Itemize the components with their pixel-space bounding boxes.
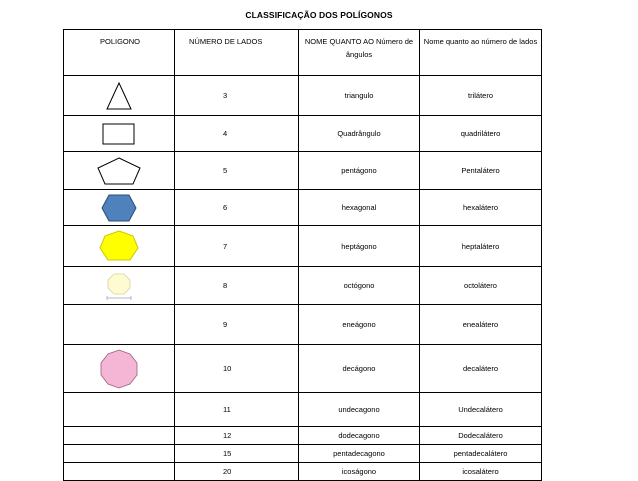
side-name-cell: hexalátero — [420, 190, 542, 226]
table-header-row — [64, 30, 542, 76]
side-name-cell: trilátero — [420, 76, 542, 116]
sides-cell: 15 — [175, 445, 299, 463]
angle-name-cell: decágono — [299, 345, 420, 393]
angle-name-cell: undecagono — [299, 393, 420, 427]
shape-cell — [64, 116, 175, 152]
shape-cell — [64, 345, 175, 393]
sides-cell: 4 — [175, 116, 299, 152]
shape-cell — [64, 190, 175, 226]
table-row — [64, 427, 542, 445]
side-name-cell: Undecalátero — [420, 393, 542, 427]
side-name-cell: icosalátero — [420, 463, 542, 481]
sides-cell: 11 — [175, 393, 299, 427]
shape-cell — [64, 267, 175, 305]
table-row — [64, 190, 542, 226]
shape-cell — [64, 305, 175, 345]
sides-cell: 3 — [175, 76, 299, 116]
document-title: CLASSIFICAÇÃO DOS POLÍGONOS — [245, 10, 393, 20]
sides-cell: 9 — [175, 305, 299, 345]
header-angle-name: NOME QUANTO AO Número de ângulos — [299, 30, 420, 76]
table-row — [64, 76, 542, 116]
angle-name-cell: eneágono — [299, 305, 420, 345]
side-name-cell: heptalátero — [420, 226, 542, 267]
shape-cell — [64, 393, 175, 427]
table-row — [64, 345, 542, 393]
angle-name-cell: pentadecagono — [299, 445, 420, 463]
angle-name-cell: hexagonal — [299, 190, 420, 226]
decagon-icon — [97, 347, 141, 391]
table-row — [64, 445, 542, 463]
angle-name-cell: heptágono — [299, 226, 420, 267]
table-row — [64, 152, 542, 190]
shape-cell — [64, 226, 175, 267]
sides-cell: 6 — [175, 190, 299, 226]
polygon-classification-table — [63, 29, 542, 481]
angle-name-cell: octógono — [299, 267, 420, 305]
sides-cell: 10 — [175, 345, 299, 393]
shape-cell — [64, 427, 175, 445]
side-name-cell: quadrilátero — [420, 116, 542, 152]
octagon-icon — [104, 271, 134, 301]
sides-cell: 5 — [175, 152, 299, 190]
sides-cell: 20 — [175, 463, 299, 481]
side-name-cell: Dodecalátero — [420, 427, 542, 445]
angle-name-cell: icoságono — [299, 463, 420, 481]
shape-cell — [64, 152, 175, 190]
table-row — [64, 267, 542, 305]
angle-name-cell: triangulo — [299, 76, 420, 116]
hexagon-icon — [100, 193, 138, 223]
rectangle-icon — [102, 122, 136, 146]
table-row — [64, 305, 542, 345]
sides-cell: 7 — [175, 226, 299, 267]
shape-cell — [64, 463, 175, 481]
angle-name-cell: pentágono — [299, 152, 420, 190]
side-name-cell: pentadecalátero — [420, 445, 542, 463]
heptagon-icon — [97, 229, 141, 263]
table-row — [64, 393, 542, 427]
side-name-cell: Pentalátero — [420, 152, 542, 190]
table-row — [64, 463, 542, 481]
table-row — [64, 226, 542, 267]
header-number-of-sides: NÚMERO DE LADOS — [175, 30, 299, 76]
side-name-cell: enealátero — [420, 305, 542, 345]
header-polygon: POLIGONO — [64, 30, 175, 76]
angle-name-cell: dodecagono — [299, 427, 420, 445]
sides-cell: 12 — [175, 427, 299, 445]
table-row — [64, 116, 542, 152]
pentagon-icon — [96, 156, 142, 186]
sides-cell: 8 — [175, 267, 299, 305]
header-side-name: Nome quanto ao número de lados — [420, 30, 542, 76]
shape-cell — [64, 445, 175, 463]
shape-cell — [64, 76, 175, 116]
side-name-cell: octolátero — [420, 267, 542, 305]
side-name-cell: decalátero — [420, 345, 542, 393]
angle-name-cell: Quadrângulo — [299, 116, 420, 152]
triangle-icon — [104, 81, 134, 111]
